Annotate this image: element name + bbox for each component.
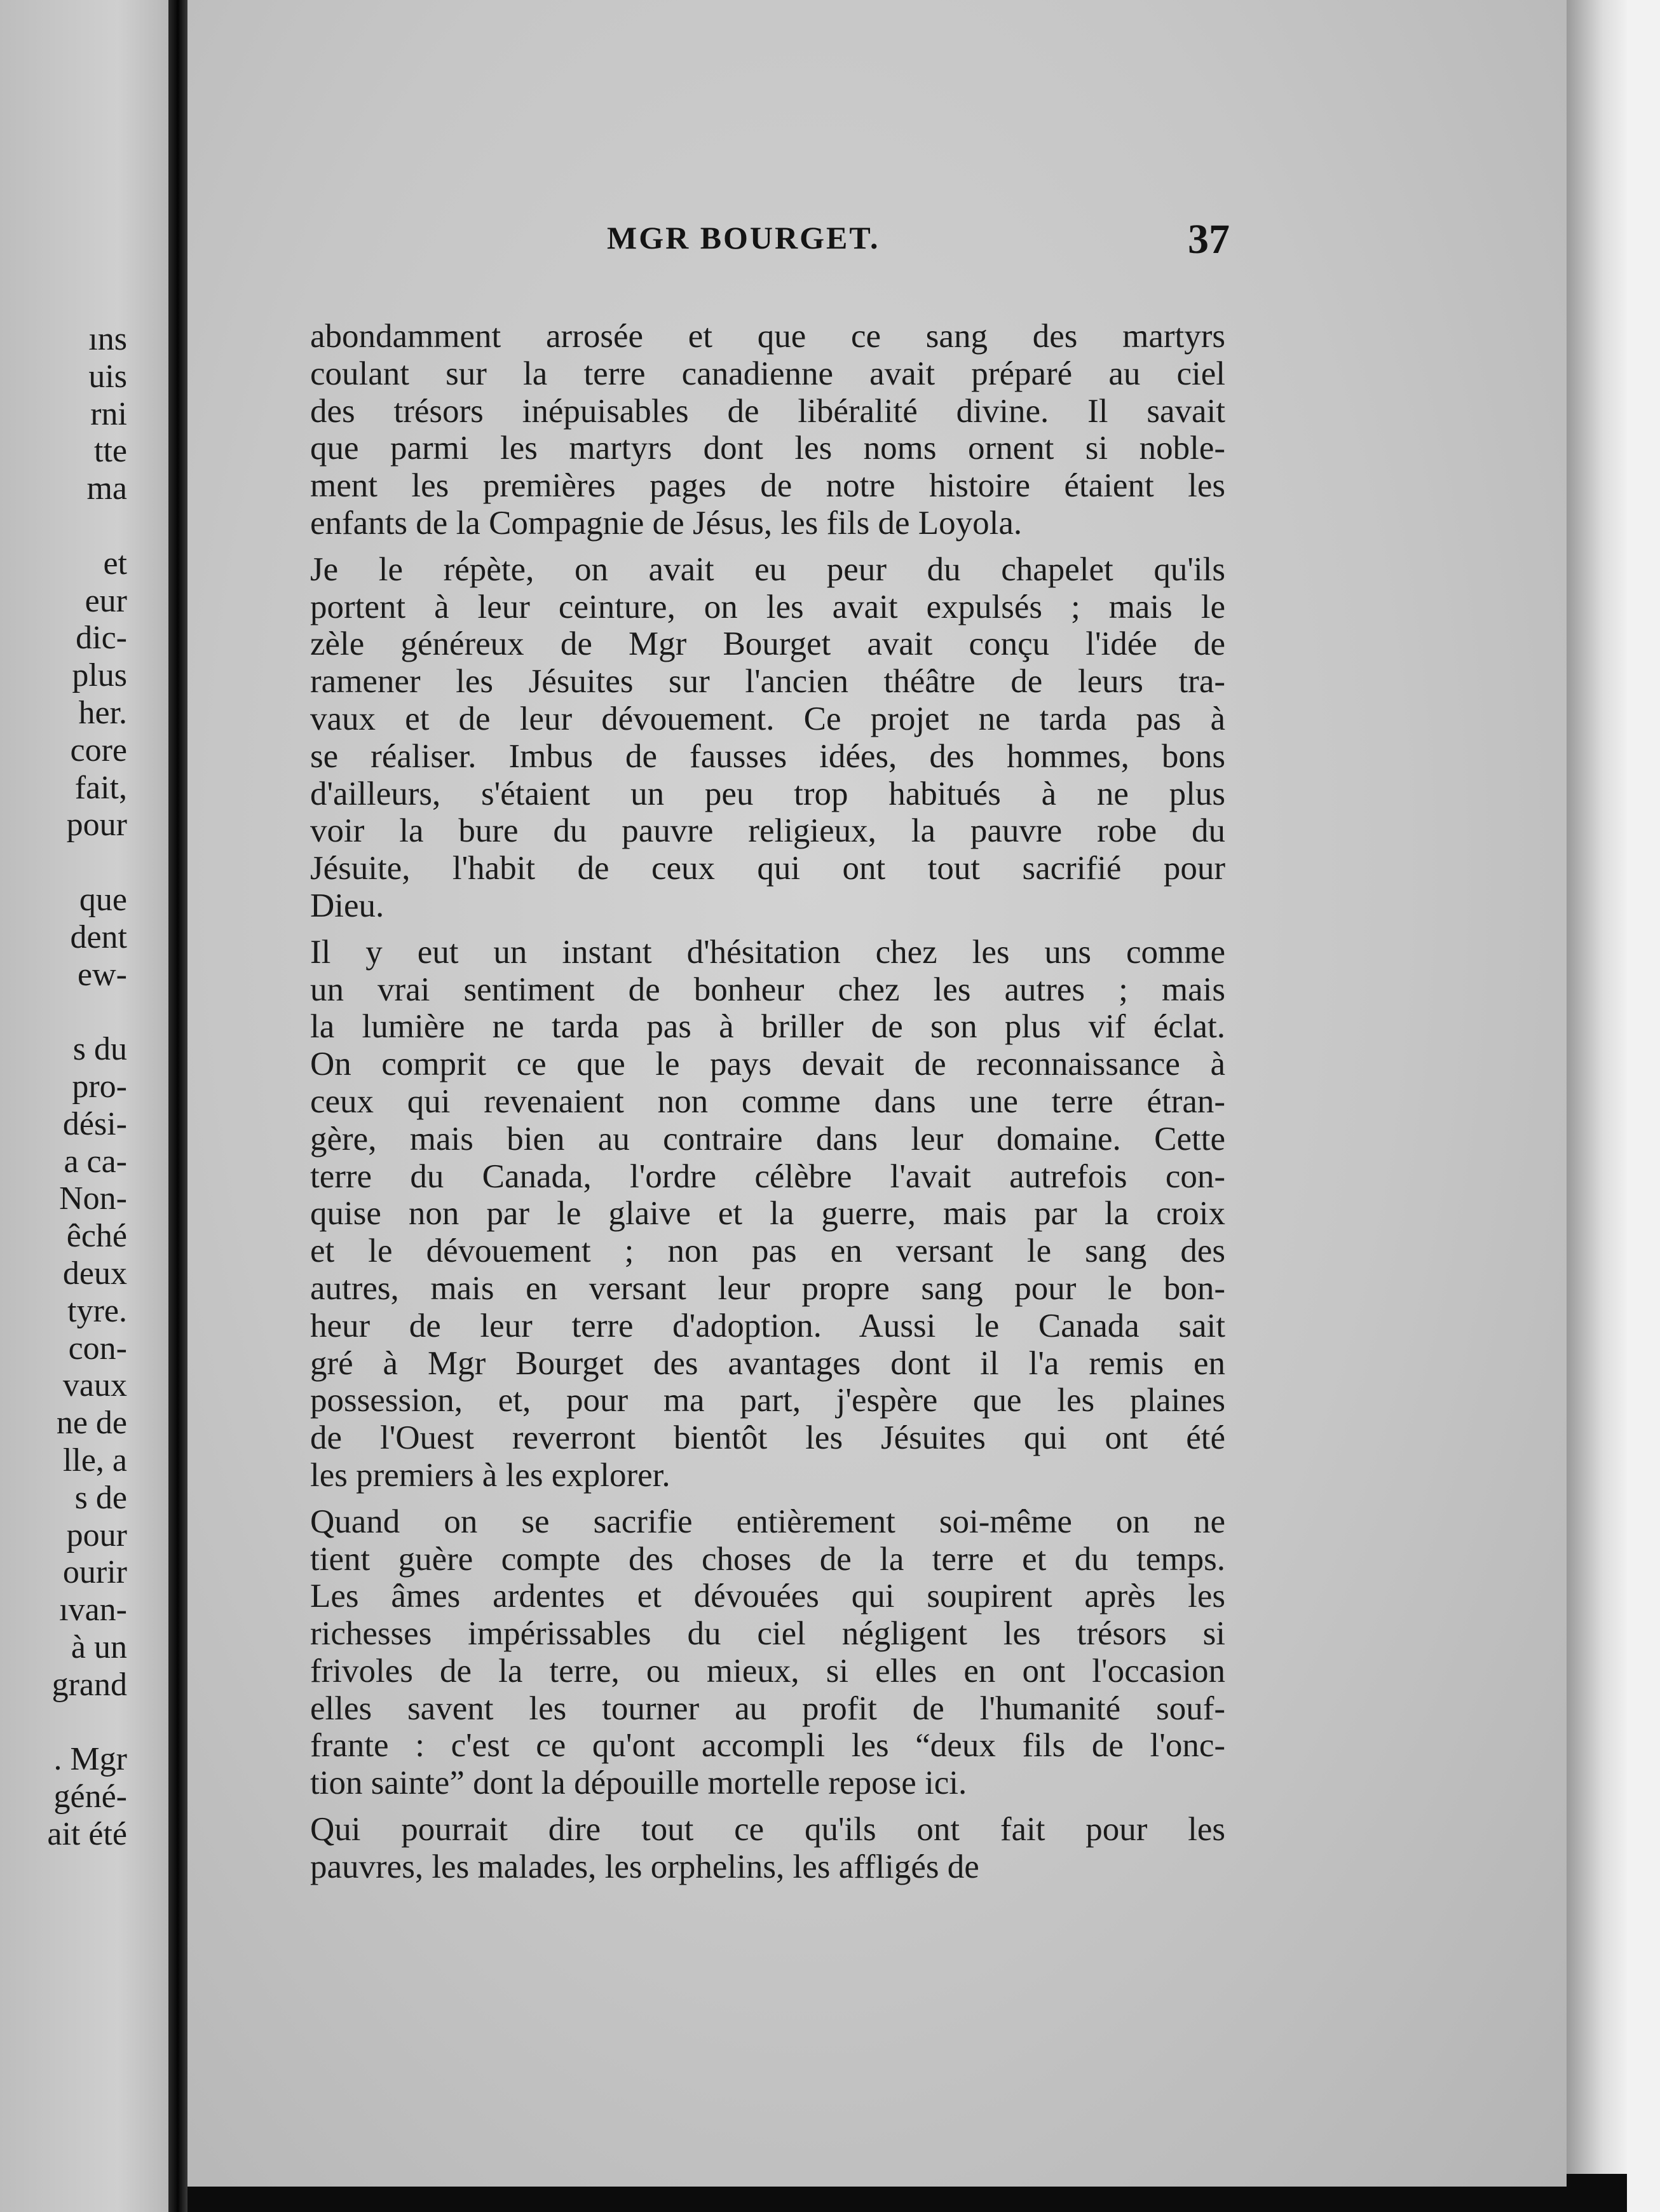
facing-page-text — [0, 321, 127, 1854]
facing-page-fragment — [0, 844, 127, 882]
facing-page-fragment: grand — [51, 1666, 127, 1703]
facing-page-fragment: ma — [86, 470, 127, 507]
text-line: vaux et de leur dévouement. Ce projet ne tarda pas à — [310, 700, 1225, 737]
facing-page-fragment: dent — [70, 918, 127, 955]
facing-page-fragment: ait été — [47, 1815, 127, 1852]
text-line: voir la bure du pauvre religieux, la pauvre robe du — [310, 812, 1225, 850]
text-line: frivoles de la terre, ou mieux, si elles en ont l'occasion — [310, 1652, 1225, 1690]
facing-page-fragment: tyre. — [67, 1292, 127, 1329]
text-line: Je le répète, on avait eu peur du chapelet qu'ils — [310, 550, 1225, 588]
text-line: portent à leur ceinture, on les avait expulsés ; mais le — [310, 588, 1225, 625]
text-line: gère, mais bien au contraire dans leur domaine. Cette — [310, 1120, 1225, 1157]
scan-margin — [1627, 0, 1660, 2212]
facing-page-fragment: êché — [66, 1218, 127, 1255]
text-line: pauvres, les malades, les orphelins, les affligés de — [310, 1848, 979, 1885]
text-line: Les âmes ardentes et dévouées qui soupirent après les — [310, 1578, 1225, 1615]
text-line: et le dévouement ; non pas en versant le sang des — [310, 1232, 1225, 1270]
paragraph — [310, 934, 1225, 1494]
text-line: frante : c'est ce qu'ont accompli les “deux fils de l'onc- — [310, 1727, 1225, 1765]
facing-page-fragment: Non- — [59, 1180, 127, 1217]
facing-page-fragment — [0, 993, 127, 1031]
text-line: zèle généreux de Mgr Bourget avait conçu l'idée de — [310, 625, 1225, 663]
paragraph-gap — [310, 542, 1225, 551]
text-line: quise non par le glaive et la guerre, mais par la croix — [310, 1195, 1225, 1232]
text-line: Il y eut un instant d'hésitation chez les uns comme — [310, 933, 1225, 971]
facing-page-fragment: et — [103, 545, 127, 582]
facing-page-fragment: dic- — [76, 620, 127, 657]
facing-page-fragment: s du — [72, 1031, 127, 1068]
text-line: possession, et, pour ma part, j'espère que les plaines — [310, 1382, 1225, 1419]
facing-page-fragment: eur — [85, 582, 127, 619]
text-line: tion sainte” dont la dépouille mortelle repose ici. — [310, 1765, 967, 1802]
text-line: autres, mais en versant leur propre sang pour le bon- — [310, 1269, 1225, 1307]
facing-page-fragment: à un — [71, 1628, 127, 1665]
text-line: heur de leur terre d'adoption. Aussi le Canada sait — [310, 1307, 1225, 1344]
paragraph — [310, 318, 1225, 542]
body-text — [310, 318, 1225, 1886]
facing-page-fragment: plus — [72, 657, 127, 694]
facing-page-fragment — [0, 1703, 127, 1741]
text-line: coulant sur la terre canadienne avait préparé au ciel — [310, 355, 1225, 392]
facing-page-fragment — [0, 508, 127, 545]
text-line: des trésors inépuisables de libéralité divine. Il savait — [310, 392, 1225, 430]
facing-page-fragment: ne de — [56, 1405, 127, 1442]
facing-page-fragment: lle, a — [62, 1442, 127, 1478]
facing-page-fragment: pro- — [72, 1068, 127, 1105]
text-line: ceux qui revenaient non comme dans une terre étran- — [310, 1082, 1225, 1120]
facing-page-fragment: dési- — [62, 1105, 127, 1142]
facing-page-fragment: ew- — [78, 956, 127, 993]
text-line: gré à Mgr Bourget des avantages dont il l'a remis en — [310, 1344, 1225, 1382]
text-line: enfants de la Compagnie de Jésus, les fils de Loyola. — [310, 504, 1023, 542]
facing-page-fragment: ıns — [88, 321, 127, 357]
text-line: richesses impérissables du ciel négligent les trésors si — [310, 1615, 1225, 1653]
text-line: tient guère compte des choses de la terre et du temps. — [310, 1540, 1225, 1578]
page-edge-shadow — [1567, 0, 1627, 2174]
text-line: Jésuite, l'habit de ceux qui ont tout sacrifié pour — [310, 850, 1225, 887]
text-line: Qui pourrait dire tout ce qu'ils ont fait pour les — [310, 1811, 1225, 1848]
facing-page-fragment: . Mgr — [53, 1741, 127, 1778]
text-line: d'ailleurs, s'étaient un peu trop habitués à ne plus — [310, 775, 1225, 812]
facing-page-fragment: fait, — [74, 769, 127, 806]
text-line: de l'Ouest reverront bientôt les Jésuites qui ont été — [310, 1419, 1225, 1457]
facing-page-fragment: her. — [78, 694, 127, 731]
paragraph-gap — [310, 1494, 1225, 1503]
facing-page-fragment: vaux — [62, 1367, 127, 1404]
page-number: 37 — [1188, 216, 1230, 263]
text-line: ment les premières pages de notre histoire étaient les — [310, 467, 1225, 505]
text-line: les premiers à les explorer. — [310, 1456, 670, 1494]
facing-page-fragment: s de — [74, 1479, 127, 1516]
text-line: un vrai sentiment de bonheur chez les autres ; mais — [310, 971, 1225, 1008]
text-line: abondamment arrosée et que ce sang des martyrs — [310, 318, 1225, 355]
facing-page-fragment: rni — [90, 395, 127, 432]
text-line: la lumière ne tarda pas à briller de son plus vif éclat. — [310, 1008, 1225, 1046]
running-head-title: MGR BOURGET. — [607, 220, 880, 256]
paragraph — [310, 551, 1225, 925]
paragraph — [310, 1503, 1225, 1802]
paragraph-gap — [310, 925, 1225, 934]
facing-page-fragment: con- — [68, 1330, 127, 1367]
facing-page-fragment: ıvan- — [59, 1592, 127, 1628]
facing-page-fragment: ourir — [62, 1554, 127, 1591]
facing-page-fragment: deux — [62, 1255, 127, 1292]
facing-page-fragment: que — [79, 881, 127, 918]
facing-page-fragment: uis — [88, 358, 127, 395]
facing-page-fragment: core — [70, 732, 127, 768]
facing-page-fragment: tte — [94, 433, 127, 470]
facing-page-fragment: pour — [66, 807, 127, 843]
text-line: que parmi les martyrs dont les noms ornent si noble- — [310, 430, 1225, 467]
book-gutter — [168, 0, 187, 2212]
text-line: Dieu. — [310, 887, 384, 924]
running-head — [607, 216, 1230, 270]
paragraph-gap — [310, 1802, 1225, 1811]
facing-page-fragment: géné- — [53, 1778, 127, 1815]
text-line: On comprit ce que le pays devait de reconnaissance à — [310, 1046, 1225, 1083]
facing-page-fragment: a ca- — [64, 1143, 127, 1180]
text-line: elles savent les tourner au profit de l'humanité souf- — [310, 1690, 1225, 1727]
text-line: se réaliser. Imbus de fausses idées, des hommes, bons — [310, 737, 1225, 775]
text-line: ramener les Jésuites sur l'ancien théâtre de leurs tra- — [310, 663, 1225, 700]
facing-page-fragment: pour — [66, 1517, 127, 1553]
text-line: Quand on se sacrifie entièrement soi-même on ne — [310, 1503, 1225, 1540]
paragraph — [310, 1811, 1225, 1886]
text-line: terre du Canada, l'ordre célèbre l'avait autrefois con- — [310, 1157, 1225, 1195]
facing-page-edge — [0, 0, 168, 2212]
